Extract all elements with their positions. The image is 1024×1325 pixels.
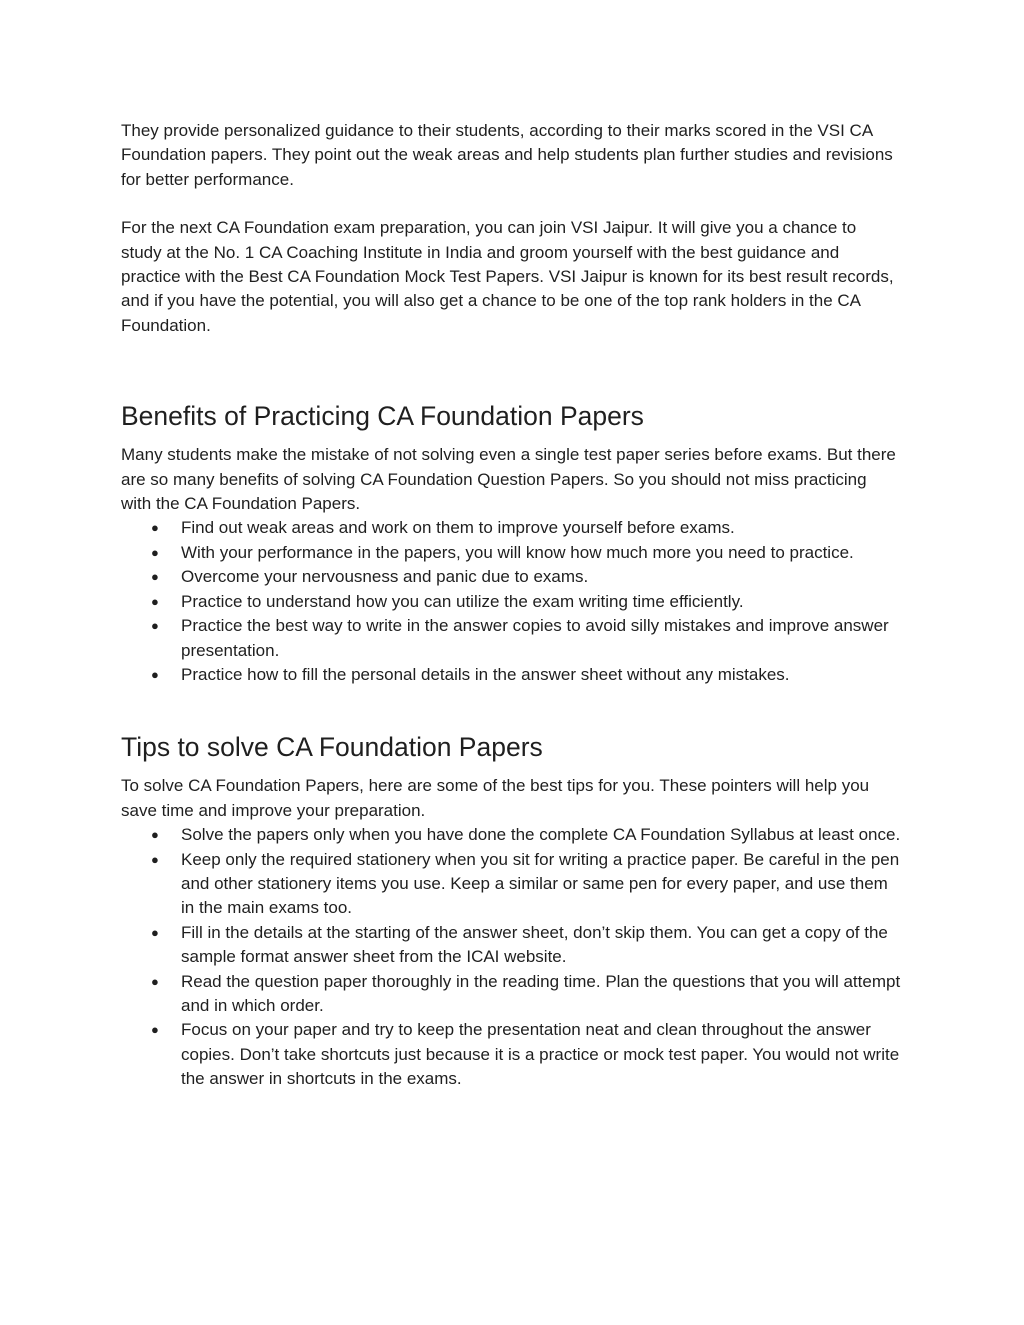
- bullet-icon: ●: [151, 1022, 159, 1038]
- list-item-text: With your performance in the papers, you will know how much more you need to practice.: [181, 542, 854, 562]
- list-item: [121, 590, 901, 614]
- list-item: [121, 823, 901, 847]
- list-item-text: Keep only the required stationery when you sit for writing a practice paper. Be careful in the pen and other stationery items you use. Keep a similar or same pen for every paper, and use them in the main exams too.: [181, 849, 900, 918]
- bullet-icon: ●: [151, 520, 159, 536]
- list-item: [121, 970, 901, 1019]
- bullet-icon: ●: [151, 544, 159, 560]
- tips-heading: Tips to solve CA Foundation Papers: [121, 732, 543, 763]
- list-item: [121, 565, 901, 589]
- benefits-heading: Benefits of Practicing CA Foundation Papers: [121, 401, 644, 432]
- list-item: [121, 516, 901, 540]
- bullet-icon: ●: [151, 827, 159, 843]
- tips-paragraph: To solve CA Foundation Papers, here are some of the best tips for you. These pointers will help you save time and improve your preparation.: [121, 776, 870, 820]
- bullet-icon: ●: [151, 924, 159, 940]
- bullet-icon: ●: [151, 618, 159, 634]
- list-item: [121, 663, 901, 687]
- bullet-icon: ●: [151, 666, 159, 682]
- list-item: [121, 921, 901, 970]
- list-item-text: Find out weak areas and work on them to improve yourself before exams.: [181, 518, 735, 538]
- list-item: [121, 614, 901, 663]
- list-item-text: Focus on your paper and try to keep the presentation neat and clean throughout the answer copies. Don’t take shortcuts just because it is a practice or mock test paper. You would not write the answer in shortcuts in the exams.: [181, 1020, 900, 1089]
- list-item-text: Read the question paper thoroughly in the reading time. Plan the questions that you will attempt and in which order.: [181, 971, 901, 1015]
- list-item: [121, 1018, 901, 1091]
- benefits-paragraph: Many students make the mistake of not solving even a single test paper series before exams. But there are so many benefits of solving CA Foundation Question Papers. So you should not miss practicing with the CA Foundation Papers.: [121, 445, 896, 514]
- list-item-text: Practice to understand how you can utilize the exam writing time efficiently.: [181, 591, 744, 611]
- bullet-icon: ●: [151, 851, 159, 867]
- list-item-text: Fill in the details at the starting of the answer sheet, don’t skip them. You can get a copy of the sample format answer sheet from the ICAI website.: [181, 922, 888, 967]
- list-item-text: Overcome your nervousness and panic due to exams.: [181, 567, 589, 587]
- list-item-text: Solve the papers only when you have done the complete CA Foundation Syllabus at least once.: [181, 825, 901, 845]
- bullet-icon: ●: [151, 973, 159, 989]
- document-page: [121, 119, 901, 1092]
- tips-list: [121, 823, 901, 1091]
- bullet-icon: ●: [151, 593, 159, 609]
- bullet-icon: ●: [151, 569, 159, 585]
- intro-paragraph-2: For the next CA Foundation exam preparation, you can join VSI Jaipur. It will give you a chance to study at the No. 1 CA Coaching Institute in India and groom yourself with the best guidance and practice with the Best CA Foundation Mock Test Papers. VSI Jaipur is known for its best result records, and if you have the potential, you will also get a chance to be one of the top rank holders in the CA Foundation.: [121, 218, 894, 335]
- list-item-text: Practice how to fill the personal details in the answer sheet without any mistakes.: [181, 664, 790, 684]
- intro-paragraph-1: They provide personalized guidance to their students, according to their marks scored in the VSI CA Foundation papers. They point out the weak areas and help students plan further studies and revisions for better performance.: [121, 121, 893, 189]
- list-item: [121, 848, 901, 921]
- list-item-text: Practice the best way to write in the answer copies to avoid silly mistakes and improve answer presentation.: [181, 616, 889, 660]
- benefits-list: [121, 516, 901, 687]
- list-item: [121, 541, 901, 565]
